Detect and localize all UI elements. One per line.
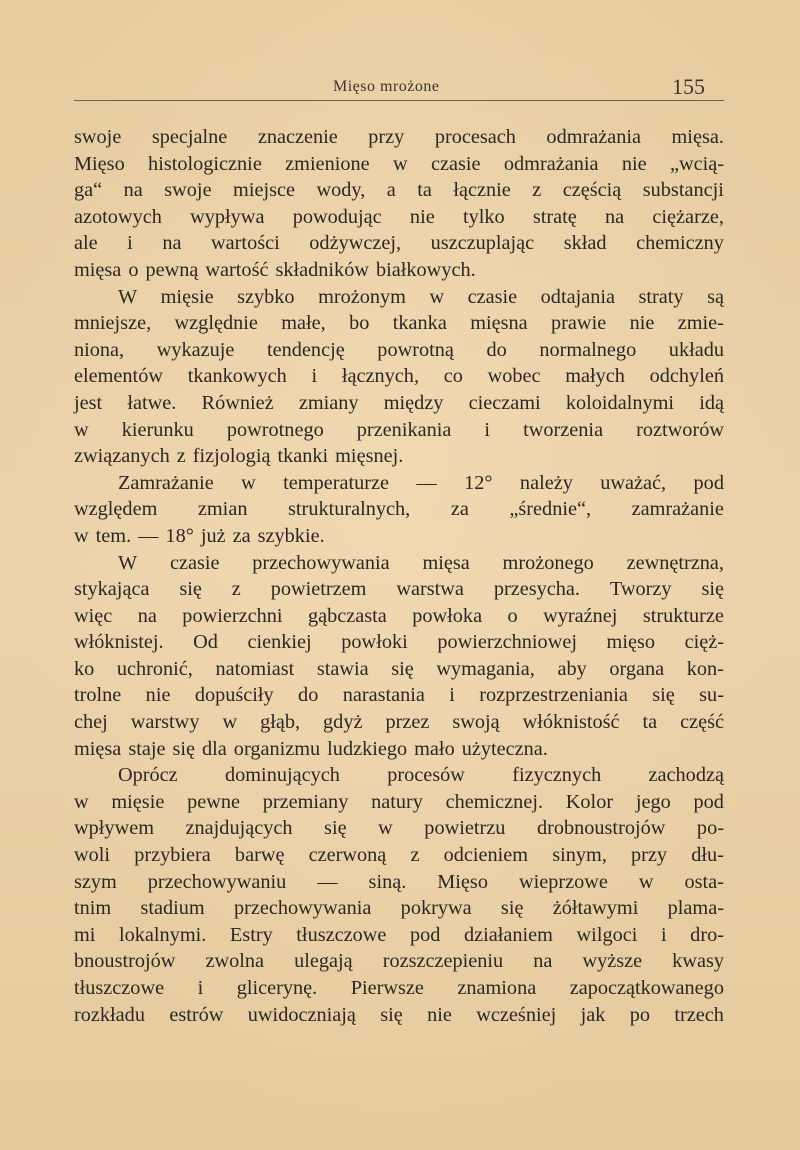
header-rule [74,100,724,101]
text-line: w tem. — 18° już za szybkie. [74,524,325,547]
page-number: 155 [672,74,705,99]
text-line: ale i na wartości odżywczej, uszczuplając skład chemiczny [74,232,724,255]
text-line: tłuszczowe i glicerynę. Pierwsze znamiona zapoczątkowanego [74,977,724,999]
text-line: względem zmian strukturalnych, za „średnie“, zamrażanie [74,498,724,521]
text-line: szym przechowywaniu — siną. Mięso wieprzowe w osta- [74,870,724,893]
text-line: w mięsie pewne przemiany natury chemicznej. Kolor jego pod [74,790,724,813]
text-line: w kierunku powrotnego przenikania i tworzenia roztworów [74,418,724,441]
running-title: Mięso mrożone [333,78,440,95]
text-line: mniejsze, względnie małe, bo tkanka mięsna prawie nie zmie- [74,312,724,335]
text-line: związanych z fizjologią tkanki mięsnej. [74,445,404,468]
text-line: azotowych wypływa powodując nie tylko stratę na ciężarze, [74,205,724,228]
text-line: mięsa staje się dla organizmu ludzkiego mało użyteczna. [74,737,548,760]
text-line: swoje specjalne znaczenie przy procesach odmrażania mięsa. [74,126,724,148]
text-line: rozkładu estrów uwidoczniają się nie wcześniej jak po trzech [74,1003,724,1026]
text-line: mięsa o pewną wartość składników białkowych. [74,258,476,281]
text-line: Mięso histologicznie zmienione w czasie odmrażania nie „wcią- [74,152,724,175]
text-line: trolne nie dopuściły do narastania i rozprzestrzeniania się su- [74,684,724,707]
text-line: ko uchronić, natomiast stawia się wymagania, aby organa kon- [74,657,724,680]
text-line: chej warstwy w głąb, gdyż przez swoją włóknistość ta część [74,711,724,734]
text-line: niona, wykazuje tendencję powrotną do normalnego układu [74,338,724,361]
text-line: W mięsie szybko mrożonym w czasie odtajania straty są [118,285,724,308]
text-line: Zamrażanie w temperaturze — 12° należy uważać, pod [118,471,724,494]
text-line: więc na powierzchni gąbczasta powłoka o wyraźnej strukturze [74,604,724,627]
text-line: woli przybiera barwę czerwoną z odcieniem sinym, przy dłu- [74,844,724,867]
text-line: wpływem znajdujących się w powietrzu drobnoustrojów po- [74,817,724,840]
text-line: tnim stadium przechowywania pokrywa się żółtawymi plama- [74,897,724,920]
text-line: mi lokalnymi. Estry tłuszczowe pod działaniem wilgoci i dro- [74,923,724,946]
text-line: bnoustrojów zwolna ulegają rozszczepieniu na wyższe kwasy [74,950,724,973]
text-line: elementów tkankowych i łącznych, co wobec małych odchyleń [74,365,724,388]
body-text [74,124,724,1028]
text-line: stykająca się z powietrzem warstwa przesycha. Tworzy się [74,578,724,601]
text-line: jest łatwe. Również zmiany między cieczami koloidalnymi idą [74,391,724,414]
text-line: włóknistej. Od cienkiej powłoki powierzchniowej mięso cięż- [74,631,724,654]
text-line: W czasie przechowywania mięsa mrożonego zewnętrzna, [118,551,724,574]
text-line: ga“ na swoje miejsce wody, a ta łącznie z częścią substancji [74,179,724,202]
text-line: Oprócz dominujących procesów fizycznych zachodzą [118,764,724,787]
